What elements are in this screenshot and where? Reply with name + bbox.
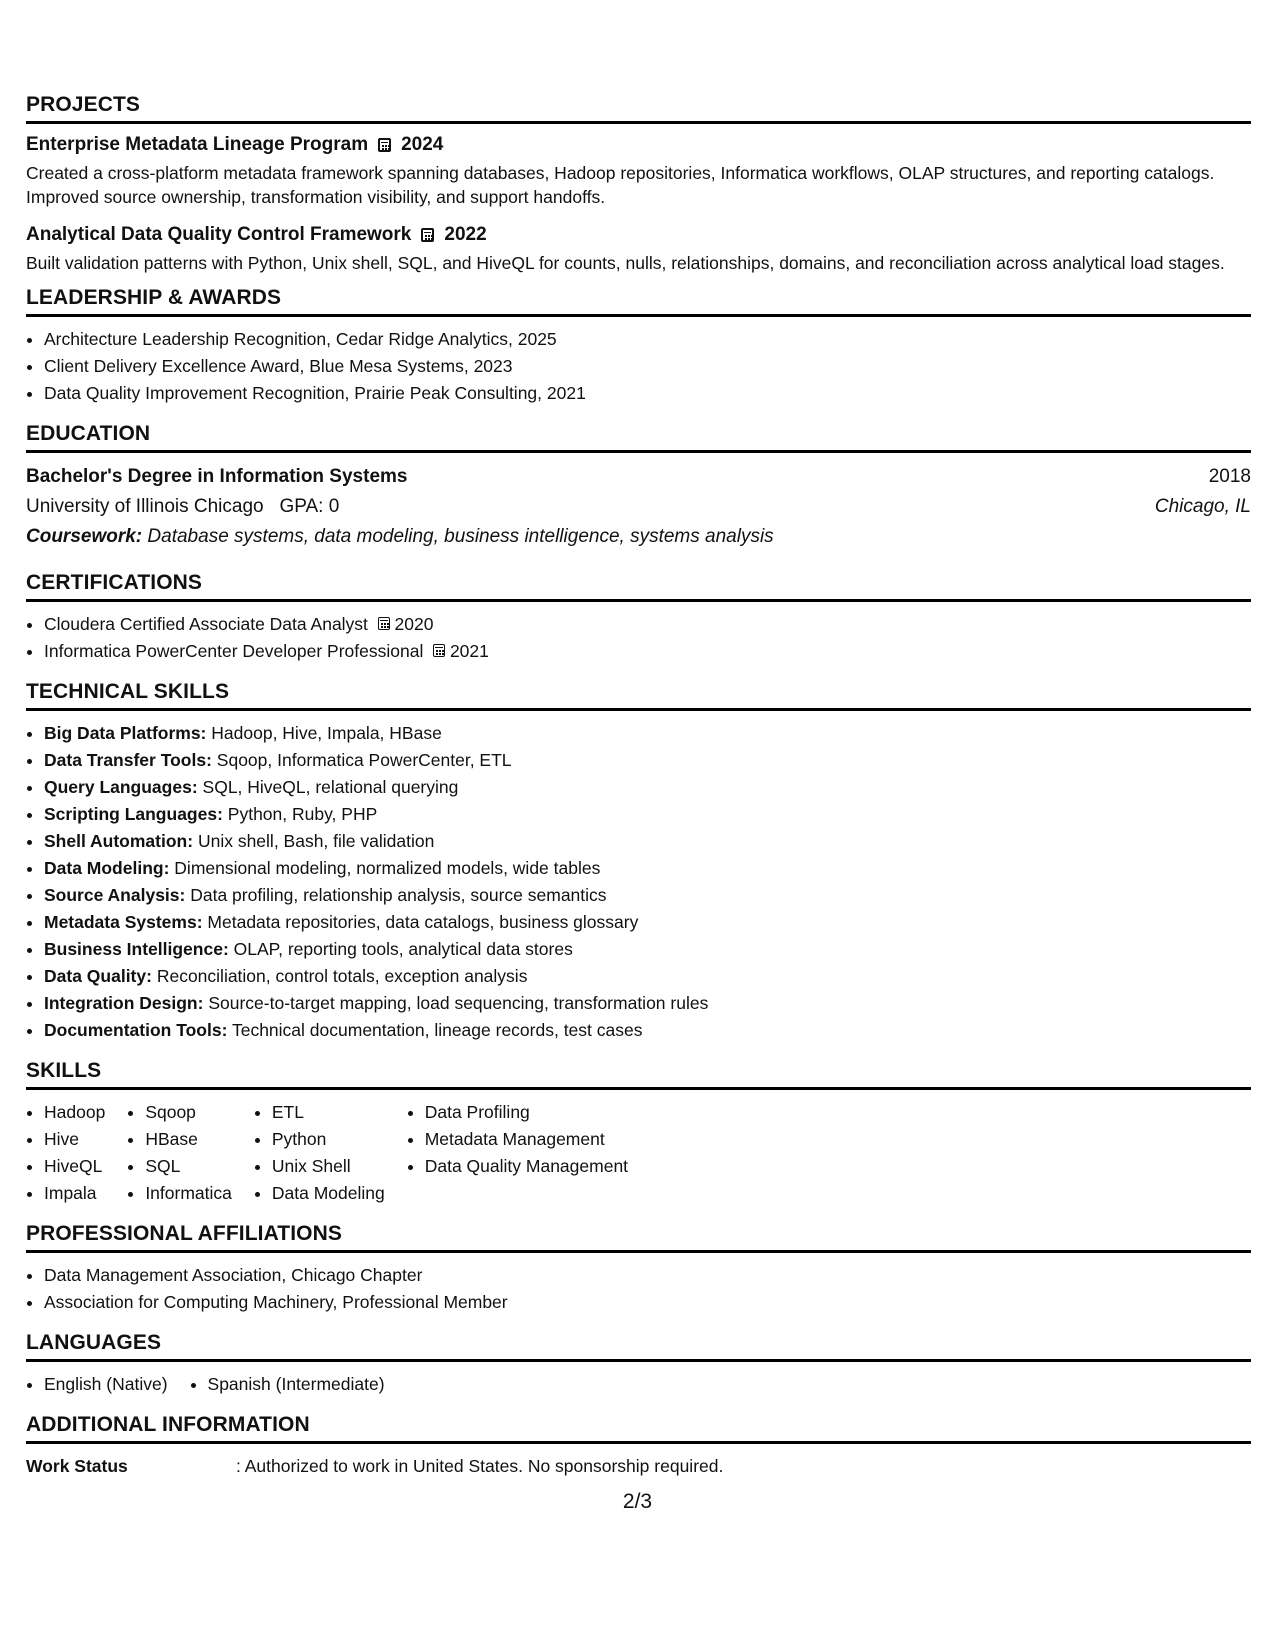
education-section <box>26 421 1251 570</box>
project-item <box>26 133 1251 209</box>
project-description: Built validation patterns with Python, Unix shell, SQL, and HiveQL for counts, nulls, relationships, domains, and reconciliation across analytical load stages. <box>26 253 1225 273</box>
calendar-icon <box>378 617 390 630</box>
skill-category: Metadata Systems: <box>44 912 203 932</box>
list-item: • Association for Computing Machinery, Professional Member <box>44 1289 1251 1316</box>
projects-section <box>26 92 1251 275</box>
list-item: • SQL <box>145 1153 232 1180</box>
coursework-list: Database systems, data modeling, business intelligence, systems analysis <box>147 526 774 547</box>
section-divider <box>26 121 1251 124</box>
skill-values: Reconciliation, control totals, exception analysis <box>156 966 528 986</box>
skill-category: Shell Automation: <box>44 831 194 851</box>
certification-name: Informatica PowerCenter Developer Professional <box>44 641 424 661</box>
project-item <box>26 223 1251 275</box>
list-item: • English (Native) <box>44 1371 168 1398</box>
list-item: • Impala <box>44 1180 105 1207</box>
degree-name: Bachelor's Degree in Information Systems <box>26 466 408 487</box>
list-item <box>44 774 1251 801</box>
certification-year: 2020 <box>394 614 434 634</box>
skills-column <box>254 1099 385 1207</box>
calendar-icon <box>421 228 434 242</box>
section-divider <box>26 1441 1251 1444</box>
list-item <box>44 909 1251 936</box>
section-title-skills: SKILLS <box>26 1059 102 1082</box>
technical-skills-section <box>26 679 1251 1058</box>
leadership-section <box>26 285 1251 421</box>
skill-values: Source-to-target mapping, load sequencing, transformation rules <box>208 993 709 1013</box>
section-title-technical-skills: TECHNICAL SKILLS <box>26 680 230 703</box>
list-item: • Sqoop <box>145 1099 232 1126</box>
list-item: • Data Management Association, Chicago Chapter <box>44 1262 1251 1289</box>
project-name: Analytical Data Quality Control Framework <box>26 224 412 245</box>
work-status-value: : Authorized to work in United States. No sponsorship required. <box>236 1456 724 1476</box>
list-item: • Data Quality Management <box>425 1153 628 1180</box>
list-item <box>44 638 1251 665</box>
list-item <box>44 936 1251 963</box>
list-item <box>44 855 1251 882</box>
awards-list <box>26 326 1251 407</box>
project-year: 2022 <box>444 224 487 245</box>
project-description: Created a cross-platform metadata framework spanning databases, Hadoop repositories, Informatica workflows, OLAP structures, and reporting catalogs. Improved source ownership, transformation visibility, and support handoffs. <box>26 163 1215 207</box>
section-divider <box>26 708 1251 711</box>
languages-list <box>26 1371 1251 1398</box>
list-item <box>44 720 1251 747</box>
section-divider <box>26 450 1251 453</box>
list-item: • Data Modeling <box>272 1180 385 1207</box>
affiliations-list <box>26 1262 1251 1316</box>
section-title-education: EDUCATION <box>26 422 151 445</box>
skill-values: Dimensional modeling, normalized models, wide tables <box>174 858 601 878</box>
section-title-leadership: LEADERSHIP & AWARDS <box>26 286 282 309</box>
skills-column <box>407 1099 628 1207</box>
certifications-list <box>26 611 1251 665</box>
skill-category: Source Analysis: <box>44 885 186 905</box>
skill-values: Sqoop, Informatica PowerCenter, ETL <box>216 750 512 770</box>
skills-column <box>26 1099 105 1207</box>
skill-category: Scripting Languages: <box>44 804 223 824</box>
list-item: • Spanish (Intermediate) <box>208 1371 385 1398</box>
project-year: 2024 <box>401 134 444 155</box>
skills-section <box>26 1058 1251 1221</box>
list-item <box>44 963 1251 990</box>
list-item <box>44 801 1251 828</box>
skill-values: Technical documentation, lineage records, test cases <box>231 1020 643 1040</box>
languages-section <box>26 1330 1251 1412</box>
list-item: • HiveQL <box>44 1153 105 1180</box>
list-item: • Client Delivery Excellence Award, Blue Mesa Systems, 2023 <box>44 353 1251 380</box>
coursework-label: Coursework: <box>26 526 143 547</box>
list-item: • Data Profiling <box>425 1099 628 1126</box>
list-item: • Informatica <box>145 1180 232 1207</box>
work-status-label: Work Status <box>26 1456 128 1476</box>
list-item <box>44 828 1251 855</box>
additional-info-section <box>26 1412 1251 1479</box>
calendar-icon <box>378 138 391 152</box>
list-item: • Data Quality Improvement Recognition, Prairie Peak Consulting, 2021 <box>44 380 1251 407</box>
school-name: University of Illinois Chicago <box>26 496 264 517</box>
list-item <box>44 1017 1251 1044</box>
graduation-date: 2018 <box>1208 466 1251 487</box>
calendar-icon <box>433 644 445 657</box>
skill-category: Big Data Platforms: <box>44 723 207 743</box>
skill-values: Hadoop, Hive, Impala, HBase <box>211 723 442 743</box>
skill-values: SQL, HiveQL, relational querying <box>202 777 459 797</box>
certification-name: Cloudera Certified Associate Data Analyst <box>44 614 368 634</box>
section-title-additional: ADDITIONAL INFORMATION <box>26 1413 310 1436</box>
skill-category: Business Intelligence: <box>44 939 229 959</box>
list-item <box>44 990 1251 1017</box>
resume-page <box>26 92 1251 1479</box>
skill-category: Data Quality: <box>44 966 152 986</box>
section-title-certifications: CERTIFICATIONS <box>26 571 203 594</box>
page-number: 2/3 <box>622 1490 653 1513</box>
list-item: • ETL <box>272 1099 385 1126</box>
list-item: • Architecture Leadership Recognition, Cedar Ridge Analytics, 2025 <box>44 326 1251 353</box>
section-title-projects: PROJECTS <box>26 93 140 116</box>
skill-category: Data Transfer Tools: <box>44 750 212 770</box>
section-divider <box>26 1087 1251 1090</box>
list-item: • HBase <box>145 1126 232 1153</box>
list-item: • Hadoop <box>44 1099 105 1126</box>
skill-values: Data profiling, relationship analysis, source semantics <box>190 885 607 905</box>
certifications-section <box>26 570 1251 679</box>
skills-column <box>127 1099 232 1207</box>
list-item: • Python <box>272 1126 385 1153</box>
skill-category: Query Languages: <box>44 777 198 797</box>
gpa: GPA: 0 <box>279 496 340 517</box>
skill-category: Data Modeling: <box>44 858 170 878</box>
school-location: Chicago, IL <box>1154 496 1251 517</box>
certification-year: 2021 <box>449 641 489 661</box>
skill-values: Metadata repositories, data catalogs, business glossary <box>207 912 639 932</box>
section-divider <box>26 599 1251 602</box>
list-item <box>44 747 1251 774</box>
skill-values: Python, Ruby, PHP <box>227 804 378 824</box>
technical-skills-list <box>26 720 1251 1044</box>
skill-category: Documentation Tools: <box>44 1020 228 1040</box>
list-item: • Metadata Management <box>425 1126 628 1153</box>
skills-columns <box>26 1099 1251 1207</box>
affiliations-section <box>26 1221 1251 1330</box>
project-name: Enterprise Metadata Lineage Program <box>26 134 369 155</box>
section-divider <box>26 1250 1251 1253</box>
list-item: • Unix Shell <box>272 1153 385 1180</box>
skill-values: Unix shell, Bash, file validation <box>197 831 435 851</box>
section-title-affiliations: PROFESSIONAL AFFILIATIONS <box>26 1222 342 1245</box>
list-item: • Hive <box>44 1126 105 1153</box>
skill-values: OLAP, reporting tools, analytical data stores <box>233 939 573 959</box>
skill-category: Integration Design: <box>44 993 204 1013</box>
section-divider <box>26 314 1251 317</box>
section-title-languages: LANGUAGES <box>26 1331 162 1354</box>
list-item <box>44 882 1251 909</box>
list-item <box>44 611 1251 638</box>
section-divider <box>26 1359 1251 1362</box>
